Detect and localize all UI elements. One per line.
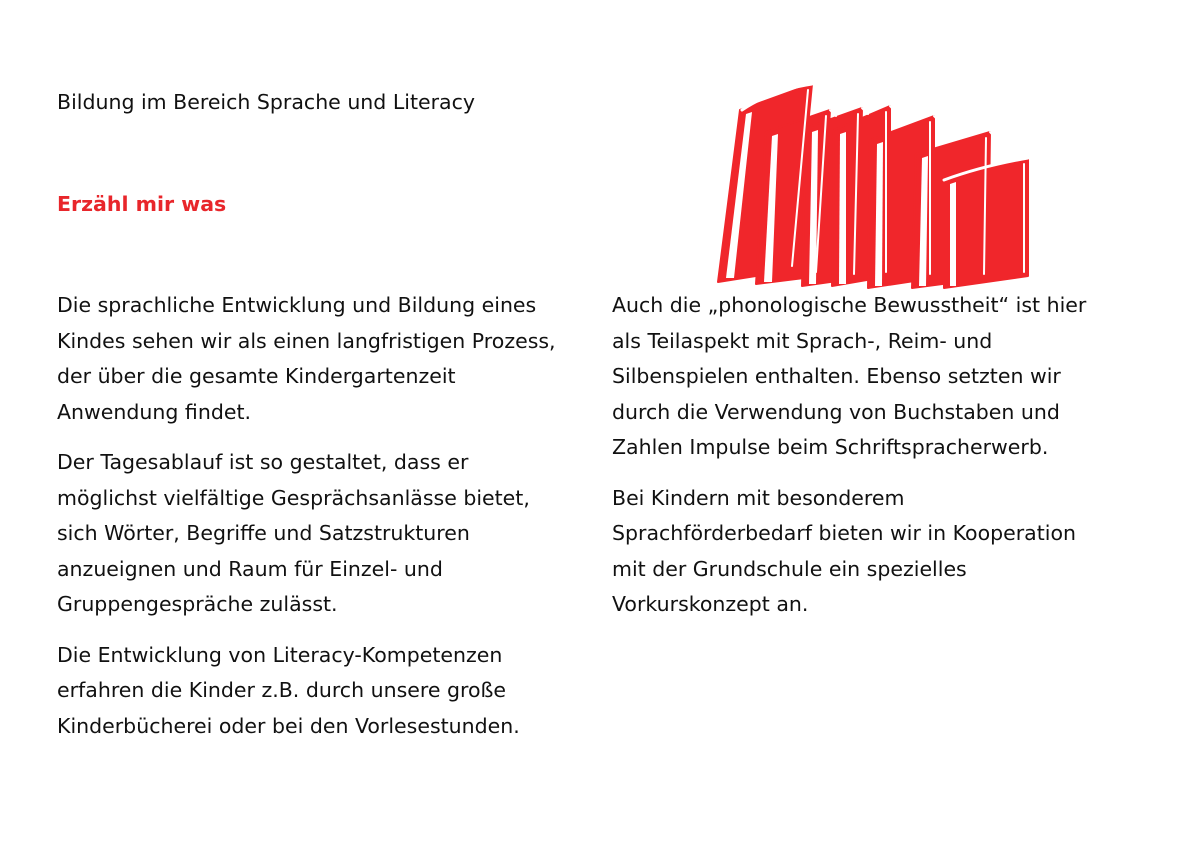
paragraph-language-development (57, 288, 597, 430)
text-line: Kindes sehen wir als einen langfristigen Prozess, (57, 328, 556, 353)
paragraph-daily-routine (57, 445, 597, 623)
text-line: erfahren die Kinder z.B. durch unsere große (57, 678, 507, 702)
text-line: Die sprachliche Entwicklung und Bildung eines (57, 293, 537, 317)
text-line: anzueignen und Raum für Einzel- und (57, 556, 443, 581)
text-line: Die Entwicklung von Literacy-Kompetenzen (57, 642, 503, 667)
text-line: Gruppengespräche zulässt. (57, 592, 338, 616)
text-line: Anwendung findet. (57, 399, 251, 424)
text-line: Silbenspielen enthalten. Ebenso setzten wir (612, 364, 1061, 388)
text-line: als Teilaspekt mit Sprach-, Reim- und (612, 328, 993, 353)
text-line: Vorkurskonzept an. (612, 592, 809, 616)
text-line: durch die Verwendung von Buchstaben und (612, 399, 1060, 424)
text-line: der über die gesamte Kindergartenzeit (57, 364, 456, 388)
right-text-column (612, 288, 1152, 638)
left-text-column (57, 288, 597, 759)
books-icon (712, 80, 1036, 290)
text-line: Zahlen Impulse beim Schriftspracherwerb. (612, 435, 1049, 459)
text-line: Auch die „phonologische Bewusstheit“ ist hier (612, 293, 1087, 317)
text-line: mit der Grundschule ein spezielles (612, 556, 967, 581)
text-line: möglichst vielfältige Gesprächsanlässe bietet, (57, 485, 530, 510)
paragraph-phonological-awareness (612, 288, 1152, 466)
paragraph-literacy (57, 638, 597, 745)
section-heading: Erzähl mir was (57, 192, 227, 216)
text-line: Sprachförderbedarf bieten wir in Kooperation (612, 521, 1077, 545)
text-line: Der Tagesablauf ist so gestaltet, dass er (57, 450, 469, 474)
text-line: sich Wörter, Begriffe und Satzstrukturen (57, 521, 470, 545)
text-line: Bei Kindern mit besonderem (612, 485, 905, 510)
text-line: Kinderbücherei oder bei den Vorlesestunden. (57, 713, 520, 738)
page-title: Bildung im Bereich Sprache und Literacy (57, 90, 475, 114)
paragraph-language-support (612, 481, 1152, 623)
